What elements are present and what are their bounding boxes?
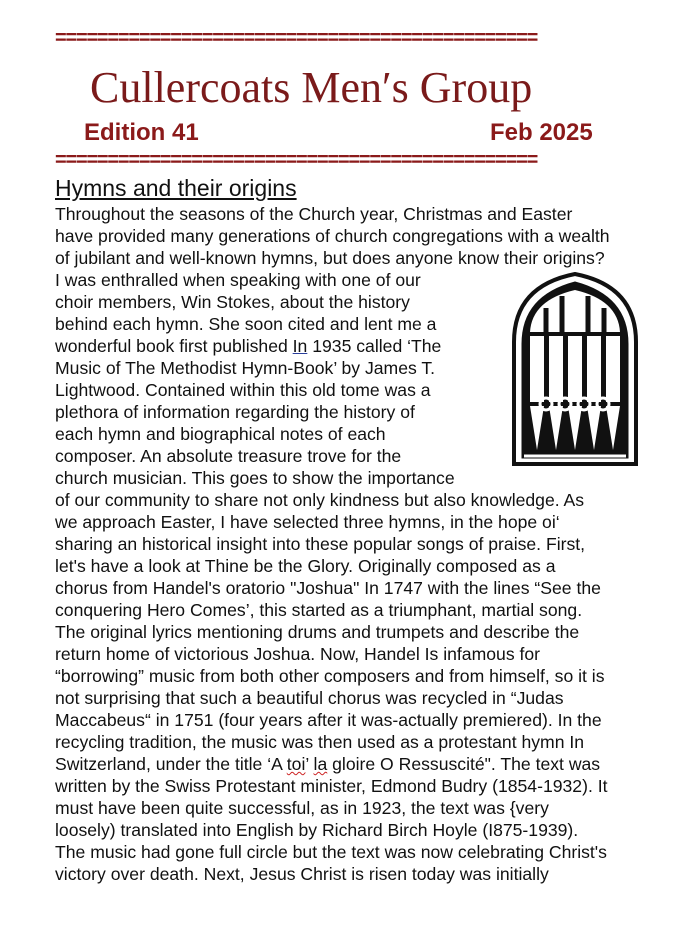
article-line: [55, 687, 663, 709]
article-text: of jubilant and well-known hymns, but does anyone know their origins?: [55, 248, 605, 268]
article-text: ’: [305, 754, 314, 774]
header-rule-bottom: ==============================================: [55, 150, 538, 170]
article-line: [55, 709, 663, 731]
article-line: [55, 489, 663, 511]
article-line: [55, 621, 663, 643]
article-text: sharing an historical insight into these popular songs of praise. First,: [55, 534, 586, 554]
article-text: behind each hymn. She soon cited and lent me a: [55, 314, 437, 334]
article-text: loosely) translated into English by Richard Birch Hoyle (I875-1939).: [55, 820, 579, 840]
article-line: [55, 577, 663, 599]
article-text: victory over death. Next, Jesus Christ is risen today was initially: [55, 864, 549, 884]
article-text: recycling tradition, the music was then used as a protestant hymn In: [55, 732, 585, 752]
article-line: [55, 467, 663, 489]
article-line: [55, 225, 663, 247]
article-line: [55, 665, 663, 687]
article-text: return home of victorious Joshua. Now, Handel Is infamous for: [55, 644, 541, 664]
article-text: I was enthralled when speaking with one of our: [55, 270, 421, 290]
article-text: each hymn and biographical notes of each: [55, 424, 386, 444]
article-line: [55, 555, 663, 577]
article-line: [55, 599, 663, 621]
article-text: choir members, Win Stokes, about the history: [55, 292, 410, 312]
article-line: [55, 533, 663, 555]
article-line: [55, 753, 663, 775]
stained-glass-window-icon: [510, 272, 640, 468]
article-line: [55, 841, 663, 863]
article-text: wonderful book first published: [55, 336, 293, 356]
article-text: plethora of information regarding the history of: [55, 402, 415, 422]
article-text: toi: [286, 754, 306, 774]
article-text: Music of The Methodist Hymn-Book’ by James T.: [55, 358, 436, 378]
header-rule-top: ==============================================: [55, 28, 538, 48]
article-text: conquering Hero Comes’, this started as a triumphant, martial song.: [55, 600, 583, 620]
article-text: The original lyrics mentioning drums and trumpets and describe the: [55, 622, 580, 642]
article-line: [55, 203, 663, 225]
article-line: [55, 247, 663, 269]
article-text: Switzerland, under the title ‘A: [55, 754, 287, 774]
article-text: let's have a look at Thine be the Glory. Originally composed as a: [55, 556, 556, 576]
article-line: [55, 863, 663, 885]
article-text: Lightwood. Contained within this old tome was a: [55, 380, 431, 400]
article-text: The music had gone full circle but the text was now celebrating Christ's: [55, 842, 607, 862]
article-text: chorus from Handel's oratorio "Joshua" In 1747 with the lines “See the: [55, 578, 601, 598]
article-line: [55, 511, 663, 533]
article-text: church musician. This goes to show the importance: [55, 468, 455, 488]
article-text: Maccabeus“ in 1751 (four years after it was-actually premiered). In the: [55, 710, 602, 730]
article-line: [55, 819, 663, 841]
article-text: Throughout the seasons of the Church year, Christmas and Easter: [55, 204, 573, 224]
article-line: [55, 797, 663, 819]
article-text: la: [313, 754, 328, 774]
article-line: [55, 643, 663, 665]
article-heading: Hymns and their origins: [55, 175, 297, 201]
article-text: In: [292, 336, 308, 356]
article-text: must have been quite successful, as in 1923, the text was {very: [55, 798, 549, 818]
article-text: gloire O Ressuscité". The text was: [327, 754, 601, 774]
article-text: written by the Swiss Protestant minister, Edmond Budry (1854-1932). It: [55, 776, 608, 796]
article-text: composer. An absolute treasure trove for the: [55, 446, 402, 466]
article-text: not surprising that such a beautiful chorus was recycled in “Judas: [55, 688, 564, 708]
article-line: [55, 775, 663, 797]
edition-number: Edition 41: [84, 119, 199, 146]
article-line: [55, 731, 663, 753]
article-text: of our community to share not only kindness but also knowledge. As: [55, 490, 585, 510]
article-text: we approach Easter, I have selected three hymns, in the hope oi‘: [55, 512, 560, 532]
article-text: have provided many generations of church congregations with a wealth: [55, 226, 610, 246]
article-text: “borrowing” music from both other composers and from himself, so it is: [55, 666, 605, 686]
edition-date: Feb 2025: [490, 119, 593, 146]
page-title: Cullercoats Men′s Group: [90, 63, 533, 112]
article-text: 1935 called ‘The: [307, 336, 442, 356]
